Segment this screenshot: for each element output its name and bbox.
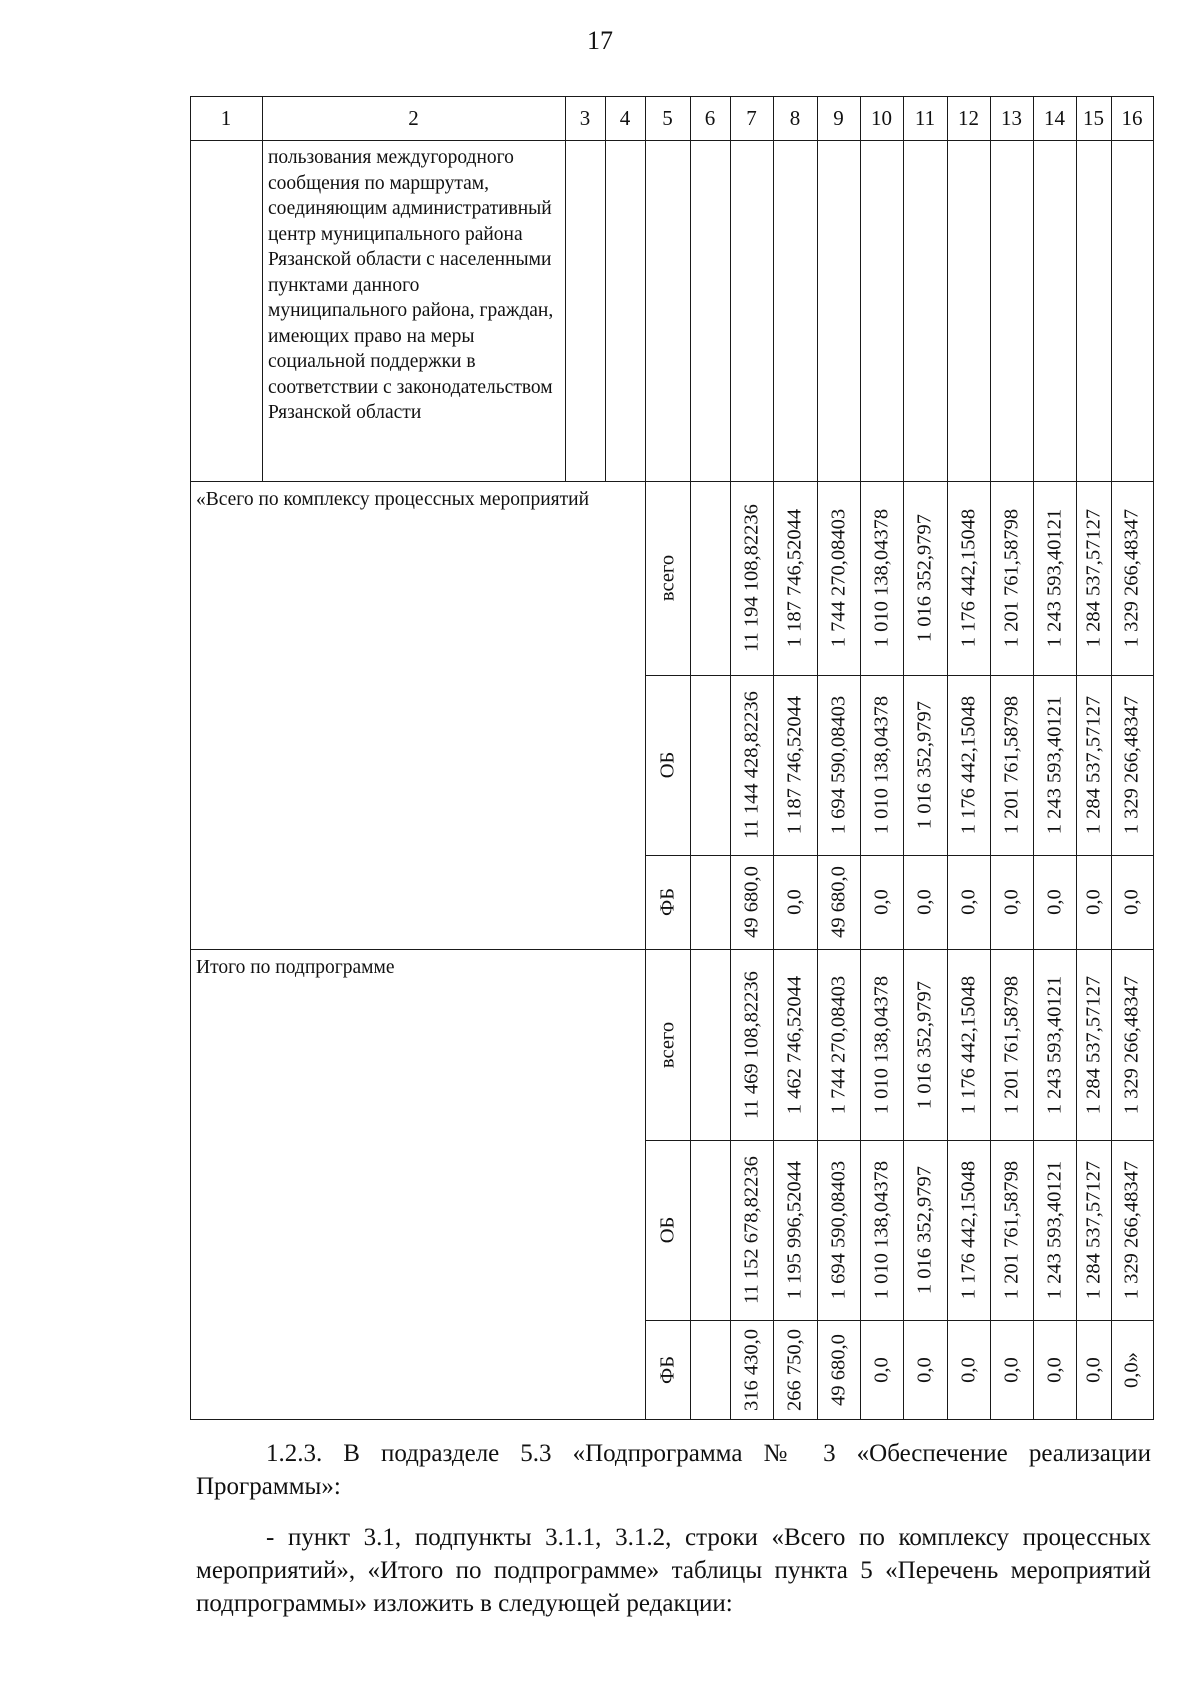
column-number: 10 xyxy=(871,106,892,130)
section-label: «Всего по комплексу процессных мероприятий xyxy=(196,489,589,510)
amount-value: 1 243 593,40121 xyxy=(1043,1160,1065,1300)
amount-value: 1 329 266,48347 xyxy=(1120,508,1143,648)
amount-value: 1 243 593,40121 xyxy=(1043,508,1065,648)
amount-value: 11 469 108,82236 xyxy=(740,970,762,1119)
amount-value: 1 176 442,15048 xyxy=(957,975,979,1114)
amount-value: 266 750,0 xyxy=(783,1328,806,1411)
amount-value: 0,0 xyxy=(1082,889,1104,915)
column-number: 5 xyxy=(662,106,673,130)
amount-value: 1 284 537,57127 xyxy=(1082,695,1104,835)
amount-value: 0,0 xyxy=(783,889,806,915)
column-number: 7 xyxy=(746,106,757,130)
amount-value: 1 329 266,48347 xyxy=(1120,695,1143,835)
amount-value: 1 016 352,9797 xyxy=(913,513,936,643)
table-border-v xyxy=(990,96,991,1420)
amount-value: 1 195 996,52044 xyxy=(783,1160,806,1300)
amount-value: 0,0 xyxy=(913,889,936,915)
amount-value: 0,0 xyxy=(1043,889,1065,915)
table-border-h xyxy=(190,481,1154,482)
table-border-v xyxy=(1153,96,1154,1420)
subrow-border xyxy=(645,1320,1154,1321)
amount-value: 11 194 108,82236 xyxy=(740,504,762,652)
subrow-border xyxy=(645,1140,1154,1141)
column-number: 2 xyxy=(408,106,419,130)
amount-value: 1 284 537,57127 xyxy=(1082,1160,1104,1300)
funding-source: ФБ xyxy=(656,888,678,916)
amount-value: 1 243 593,40121 xyxy=(1043,975,1065,1114)
amount-value: 1 462 746,52044 xyxy=(783,975,806,1114)
table-border-h xyxy=(190,949,1154,950)
table-border-h xyxy=(190,1419,1154,1420)
table-border-h xyxy=(190,140,1154,141)
amount-value: 0,0 xyxy=(913,1356,936,1383)
section-label: Итого по подпрограмме xyxy=(196,957,395,978)
amount-value: 0,0 xyxy=(870,889,892,915)
table-border-v xyxy=(1111,96,1112,1420)
amount-value: 1 010 138,04378 xyxy=(870,695,892,835)
amount-value: 1 201 761,58798 xyxy=(1000,1160,1022,1300)
column-number: 1 xyxy=(220,106,232,130)
amount-value: 0,0 xyxy=(870,1356,892,1383)
measure-description: пользования междугородного сообщения по маршрутам, соединяющим административный центр муниципального района Рязанской области с населенными пунктами данного муниципального района, граждан, имеющих право на меры социальной поддержки в соответствии с законодательством Рязанской области xyxy=(268,147,554,423)
amount-value: 49 680,0 xyxy=(827,866,849,938)
column-number: 11 xyxy=(914,106,936,130)
amount-value: 1 243 593,40121 xyxy=(1043,695,1065,835)
amount-value: 49 680,0 xyxy=(827,1333,849,1406)
amount-value: 0,0 xyxy=(957,1356,979,1383)
amount-value: 1 016 352,9797 xyxy=(913,700,936,830)
table-border-v xyxy=(860,96,861,1420)
amount-value: 1 176 442,15048 xyxy=(957,508,979,648)
amount-value: 1 201 761,58798 xyxy=(1000,508,1022,648)
amount-value: 1 016 352,9797 xyxy=(913,980,936,1109)
amount-value: 0,0 xyxy=(1043,1356,1065,1383)
amount-value: 1 187 746,52044 xyxy=(783,508,806,648)
table-border-v xyxy=(947,96,948,1420)
amount-value: 1 201 761,58798 xyxy=(1000,695,1022,835)
column-number: 3 xyxy=(579,106,591,130)
amount-value: 1 744 270,08403 xyxy=(827,508,849,648)
amount-value: 1 187 746,52044 xyxy=(783,695,806,835)
table-border-v xyxy=(773,96,774,1420)
amount-value: 1 284 537,57127 xyxy=(1082,508,1104,648)
amount-value: 1 284 537,57127 xyxy=(1082,975,1104,1114)
subrow-border xyxy=(645,675,1154,676)
amount-value: 316 430,0 xyxy=(740,1328,762,1411)
table-border-v xyxy=(1033,96,1034,1420)
amount-value: 1 176 442,15048 xyxy=(957,1160,979,1300)
amount-value: 0,0 xyxy=(1120,889,1143,915)
amount-value: 0,0 xyxy=(1000,889,1022,915)
paragraph-subsection: 1.2.3. В подразделе 5.3 «Подпрограмма № 3 «Обеспечение реализации Программы»: xyxy=(196,1440,1151,1500)
amount-value: 11 152 678,82236 xyxy=(740,1156,762,1304)
amount-value: 1 201 761,58798 xyxy=(1000,975,1022,1114)
paragraph-instruction: - пункт 3.1, подпункты 3.1.1, 3.1.2, строки «Всего по комплексу процессных мероприятий», «Итого по подпрограмме» таблицы пункта 5 «Перечень мероприятий подпрограммы» изложить в следующей редакции: xyxy=(196,1524,1151,1617)
table-border-v xyxy=(1076,96,1077,1420)
column-number: 12 xyxy=(958,106,979,130)
column-number: 15 xyxy=(1083,106,1104,130)
column-number: 8 xyxy=(789,106,801,130)
table-border-v xyxy=(690,96,691,1420)
amount-value: 0,0 xyxy=(957,889,979,915)
amount-value: 1 010 138,04378 xyxy=(870,1160,892,1300)
table-border-v xyxy=(605,96,606,482)
table-border-v xyxy=(817,96,818,1420)
page-number: 17 xyxy=(587,26,613,55)
table-border-v xyxy=(730,96,731,1420)
column-number: 9 xyxy=(833,106,844,130)
amount-value: 1 694 590,08403 xyxy=(827,1160,849,1300)
funding-source: всего xyxy=(656,1021,678,1068)
column-number: 4 xyxy=(619,106,631,130)
amount-value: 1 329 266,48347 xyxy=(1120,1160,1143,1300)
table-border-v xyxy=(565,96,566,482)
table-border-v xyxy=(903,96,904,1420)
funding-source: всего xyxy=(656,554,678,602)
amount-value: 0,0» xyxy=(1120,1351,1143,1388)
funding-source: ОБ xyxy=(656,1216,678,1244)
amount-value: 49 680,0 xyxy=(740,866,762,938)
table-border-v xyxy=(645,96,646,1420)
column-number: 13 xyxy=(1001,106,1022,130)
amount-value: 1 694 590,08403 xyxy=(827,695,849,835)
amount-value: 1 329 266,48347 xyxy=(1120,975,1143,1114)
table-border-v xyxy=(190,96,191,1420)
amount-value: 0,0 xyxy=(1082,1356,1104,1383)
subrow-border xyxy=(645,855,1154,856)
funding-source: ОБ xyxy=(656,751,678,779)
amount-value: 1 010 138,04378 xyxy=(870,975,892,1114)
column-number: 16 xyxy=(1121,106,1143,130)
amount-value: 1 016 352,9797 xyxy=(913,1165,936,1295)
column-number: 6 xyxy=(704,106,716,130)
amount-value: 1 744 270,08403 xyxy=(827,975,849,1114)
funding-source: ФБ xyxy=(656,1355,678,1384)
amount-value: 0,0 xyxy=(1000,1356,1022,1383)
amount-value: 1 176 442,15048 xyxy=(957,695,979,835)
amount-value: 1 010 138,04378 xyxy=(870,508,892,648)
amount-value: 11 144 428,82236 xyxy=(740,691,762,839)
column-number: 14 xyxy=(1044,106,1065,130)
